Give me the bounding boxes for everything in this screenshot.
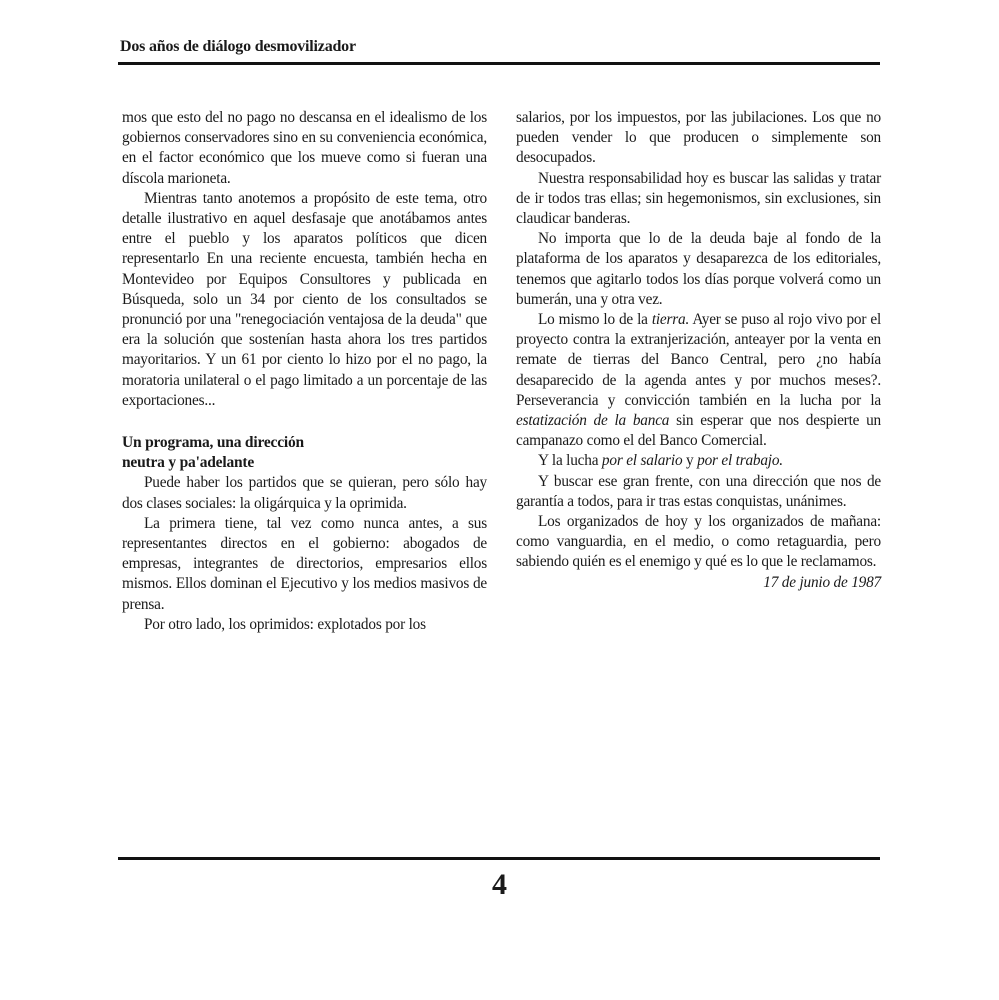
paragraph: salarios, por los impuestos, por las jubilaciones. Los que no pueden vender lo que producen o simplemente son desocupados. <box>516 109 881 167</box>
emphasis-text: por el salario <box>601 452 683 470</box>
section-heading-line: neutra y pa'adelante <box>122 454 255 472</box>
emphasis-text: por el trabajo. <box>697 452 783 470</box>
paragraph: Por otro lado, los oprimidos: explotados por los <box>144 615 426 633</box>
paragraph: mos que esto del no pago no descansa en el idealismo de los gobiernos conservadores sino en su conveniencia económica, en el factor económico que los mueve como si fueran una díscola marioneta. <box>122 109 487 187</box>
emphasis-text: estatización de la banca <box>516 412 670 430</box>
emphasis-text: tierra. <box>651 311 690 329</box>
text-run: Lo mismo lo de la <box>538 311 652 329</box>
text-run: Y la lucha <box>538 452 602 470</box>
paragraph: Puede haber los partidos que se quieran, pero sólo hay dos clases sociales: la oligárquica y la oprimida. <box>122 474 487 512</box>
text-run: Ayer se puso al rojo vivo por el proyecto contra la extranjerización, anteayer por la venta en remate de tierras del Banco Central, pero ¿no había desaparecido de la agenda antes y por muchos meses?. Perseverancia y convicción también en la lucha por la <box>516 311 881 409</box>
paragraph <box>516 451 881 471</box>
text-run: sin esperar que nos despierte un campanazo como el del Banco Comercial. <box>516 412 881 450</box>
left-column <box>122 108 487 635</box>
header-rule <box>118 62 880 65</box>
footer-rule <box>118 857 880 860</box>
paragraph <box>516 310 881 451</box>
paragraph: No importa que lo de la deuda baje al fondo de la plataforma de los aparatos y desaparezca de los editoriales, tenemos que agitarlo todos los días porque volverá como un bumerán, una y otra vez. <box>516 230 881 308</box>
paragraph: Nuestra responsabilidad hoy es buscar las salidas y tratar de ir todos tras ellas; sin hegemonismos, sin exclusiones, sin claudicar banderas. <box>516 169 881 228</box>
dateline: 17 de junio de 1987 <box>763 573 881 591</box>
paragraph: Los organizados de hoy y los organizados de mañana: como vanguardia, en el medio, o como retaguardia, pero sabiendo quién es el enemigo y qué es lo que le reclamamos. <box>516 513 881 571</box>
text-run: y <box>682 452 698 470</box>
right-column <box>516 108 881 593</box>
running-head: Dos años de diálogo desmovilizador <box>120 38 356 55</box>
page-number: 4 <box>492 868 507 901</box>
paragraph: La primera tiene, tal vez como nunca antes, a sus representantes directos en el gobierno: abogados de empresas, integrantes de directorios, empresarios ellos mismos. Ellos dominan el Ejecutivo y los medios masivos de prensa. <box>122 514 487 613</box>
section-heading-line: Un programa, una dirección <box>122 434 304 452</box>
paragraph: Mientras tanto anotemos a propósito de este tema, otro detalle ilustrativo en aquel desfasaje que anotábamos antes entre el pueblo y los aparatos políticos que dicen representarlo En una reciente encuesta, también hecha en Montevideo por Equipos Consultores y publicada en Búsqueda, solo un 34 por ciento de los consultados se pronunció por una "renegociación ventajosa de la deuda" que era la solución que sostenían hasta ahora los tres partidos mayoritarios. Y un 61 por ciento lo hizo por el no pago, la moratoria unilateral o el pago limitado a un porcentaje de las exportaciones... <box>122 189 487 409</box>
paragraph: Y buscar ese gran frente, con una dirección que nos de garantía a todos, para ir tras estas conquistas, unánimes. <box>516 472 881 510</box>
section-heading <box>122 433 487 473</box>
